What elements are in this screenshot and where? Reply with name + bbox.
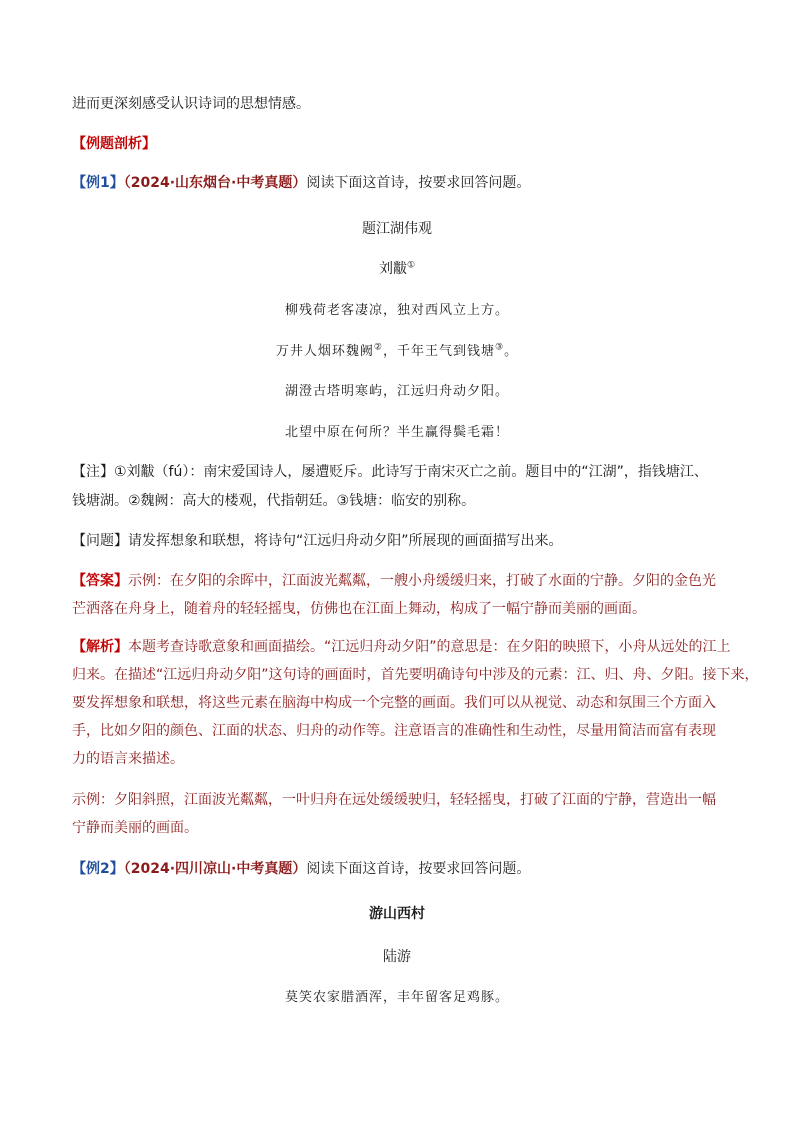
poem1-title: 题江湖伟观 — [362, 221, 432, 237]
example1-question: 【问题】请发挥想象和联想，将诗句“江远归舟动夕阳”所展现的画面描写出来。 — [72, 533, 563, 549]
poem1-notes-line-1: 【注】①刘黻（fú）：南宋爱国诗人，屡遭贬斥。此诗写于南宋灭亡之前。题目中的“江湖”，指钱塘江、 — [72, 464, 708, 480]
example2-source: （2024·四川凉山·中考真题） — [123, 861, 307, 877]
poem1-line-4: 北望中原在何所？半生赢得鬓毛霜！ — [284, 425, 509, 440]
example1-analysis-line-3: 要发挥想象和联想，将这些元素在脑海中构成一个完整的画面。我们可以从视觉、动态和氛围三个方面入 — [72, 695, 716, 711]
poem1-line-2-part-a: 万井人烟环魏阙 — [275, 344, 374, 359]
example1-heading — [72, 173, 722, 193]
example1-analysis-line-1 — [72, 637, 731, 657]
poem2-title: 游山西村 — [369, 906, 425, 922]
poem1-author-name: 刘黻 — [378, 261, 407, 277]
poem1-line-2-part-b: ，千年王气到钱塘 — [382, 344, 495, 359]
example1-answer-line-1 — [72, 571, 722, 591]
example1-source: （2024·山东烟台·中考真题） — [123, 175, 307, 191]
answer-text-1: 示例：在夕阳的余晖中，江面波光粼粼，一艘小舟缓缓归来，打破了水面的宁静。夕阳的金色光 — [128, 573, 716, 589]
example1-sample-line-1: 示例：夕阳斜照，江面波光粼粼，一叶归舟在远处缓缓驶归，轻轻摇曳，打破了江面的宁静，营造出一幅 — [72, 792, 716, 808]
example1-prompt: 阅读下面这首诗，按要求回答问题。 — [306, 175, 531, 191]
poem1-line-2 — [0, 342, 794, 362]
analysis-tag: 【解析】 — [72, 639, 128, 655]
example1-tag: 【例1】 — [72, 175, 124, 191]
poem1-line-3: 湖澄古塔明寒屿，江远归舟动夕阳。 — [284, 384, 509, 399]
poem1-notes-line-2: 钱塘湖。②魏阙：高大的楼观，代指朝廷。③钱塘：临安的别称。 — [72, 493, 476, 509]
example2-heading — [72, 859, 722, 879]
example1-analysis-line-4: 手，比如夕阳的颜色、江面的状态、归舟的动作等。注意语言的准确性和生动性，尽量用简洁而富有表现 — [72, 723, 716, 739]
poem1-note-mark-3: ③ — [495, 342, 505, 353]
poem1-line-1: 柳残荷老客凄凉，独对西风立上方。 — [284, 303, 509, 318]
intro-tail: 进而更深刻感受认识诗词的思想情感。 — [72, 96, 310, 112]
poem1-author-note-mark: ① — [406, 260, 416, 271]
poem1-author — [0, 259, 794, 279]
answer-tag: 【答案】 — [72, 573, 128, 589]
analysis-text-1: 本题考查诗歌意象和画面描绘。“江远归舟动夕阳”的意思是：在夕阳的映照下，小舟从远处的江上 — [128, 639, 731, 655]
poem1-note-mark-2: ② — [373, 342, 383, 353]
example1-analysis-line-5: 力的语言来描述。 — [72, 751, 184, 767]
poem2-author: 陆游 — [383, 949, 411, 965]
example2-prompt: 阅读下面这首诗，按要求回答问题。 — [306, 861, 531, 877]
example1-analysis-line-2: 归来。在描述“江远归舟动夕阳”这句诗的画面时，首先要明确诗句中涉及的元素：江、归、舟、夕阳。接下来， — [72, 667, 759, 683]
poem1-line-2-part-c: 。 — [504, 344, 519, 359]
poem2-line-1: 莫笑农家腊酒浑，丰年留客足鸡豚。 — [284, 990, 509, 1005]
example1-answer-line-2: 芒洒落在舟身上，随着舟的轻轻摇曳，仿佛也在江面上舞动，构成了一幅宁静而美丽的画面。 — [72, 601, 646, 617]
example1-sample-line-2: 宁静而美丽的画面。 — [72, 820, 198, 836]
example2-tag: 【例2】 — [72, 861, 124, 877]
section-header: 【例题剖析】 — [72, 136, 156, 152]
